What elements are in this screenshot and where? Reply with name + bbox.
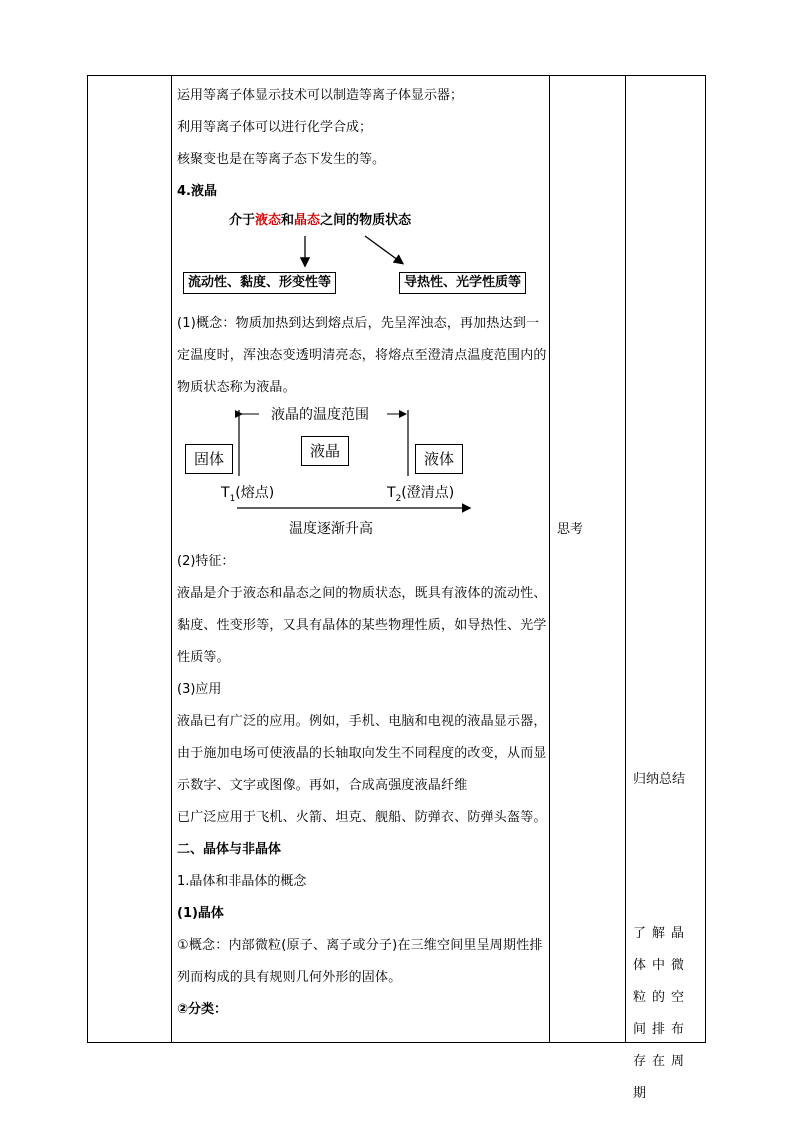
learning-goal-text: 了解晶体中微粒的空间排布存在周期 <box>633 926 691 1101</box>
melting-point-label: $T_1$(熔点) <box>221 485 275 504</box>
application-text: 液晶已有广泛的应用。例如，手机、电脑和电视的液晶显示器，由于施加电场可使液晶的长轴取向发生不同程度的改变，从而显示数字、文字或图像。再如，合成高强度液晶纤维 <box>177 714 547 793</box>
column-divider <box>171 76 172 1042</box>
liquid-box: 液体 <box>415 444 463 474</box>
text-line: 核聚变也是在等离子态下发生的等。 <box>177 152 386 167</box>
classification-label: ②分类： <box>177 1002 228 1017</box>
application-title: (3)应用 <box>177 682 222 697</box>
liquid-crystal-box: 液晶 <box>301 436 349 466</box>
clearing-point-label: $T_2$(澄清点) <box>387 485 455 504</box>
lesson-table <box>87 75 706 1101</box>
fluid-properties-box: 流动性、黏度、形变性等 <box>183 272 336 294</box>
application-text: 已广泛应用于飞机、火箭、坦克、舰船、防弹衣、防弹头盔等。 <box>177 810 547 825</box>
section-heading: 二、晶体与非晶体 <box>177 842 282 857</box>
sub-heading: 1.晶体和非晶体的概念 <box>177 874 307 889</box>
axis-label: 温度逐渐升高 <box>289 521 373 537</box>
text-line: 运用等离子体显示技术可以制造等离子体显示器； <box>177 88 464 103</box>
column-divider <box>549 76 550 1042</box>
diagram-title: 介于液态和晶态之间的物质状态 <box>229 213 412 228</box>
crystal-heading: (1)晶体 <box>177 906 224 921</box>
solid-box: 固体 <box>185 444 233 474</box>
column-divider <box>625 76 626 1042</box>
range-label: 液晶的温度范围 <box>271 407 369 423</box>
concept-text: (1)概念：物质加热到达到熔点后，先呈浑浊态，再加热达到一定温度时，浑浊态变透明清亮态，将熔点至澄清点温度范围内的物质状态称为液晶。 <box>177 316 547 395</box>
summary-label: 归纳总结 <box>633 772 686 787</box>
feature-text: 液晶是介于液态和晶态之间的物质状态，既具有液体的流动性、黏度、性变形等，又具有晶体的某些物理性质，如导热性、光学性质等。 <box>177 586 547 665</box>
text-line: 利用等离子体可以进行化学合成； <box>177 120 373 135</box>
crystal-concept: ①概念：内部微粒(原子、离子或分子)在三维空间里呈周期性排列而构成的具有规则几何外形的固体。 <box>177 938 543 985</box>
liquid-crystal-property-diagram <box>177 208 549 308</box>
crystal-properties-box: 导热性、光学性质等 <box>399 272 526 294</box>
feature-title: (2)特征： <box>177 554 235 569</box>
content-cell <box>177 80 549 1026</box>
section-heading: 4.液晶 <box>177 184 217 199</box>
think-label: 思考 <box>557 522 584 537</box>
temperature-range-diagram <box>177 404 549 546</box>
